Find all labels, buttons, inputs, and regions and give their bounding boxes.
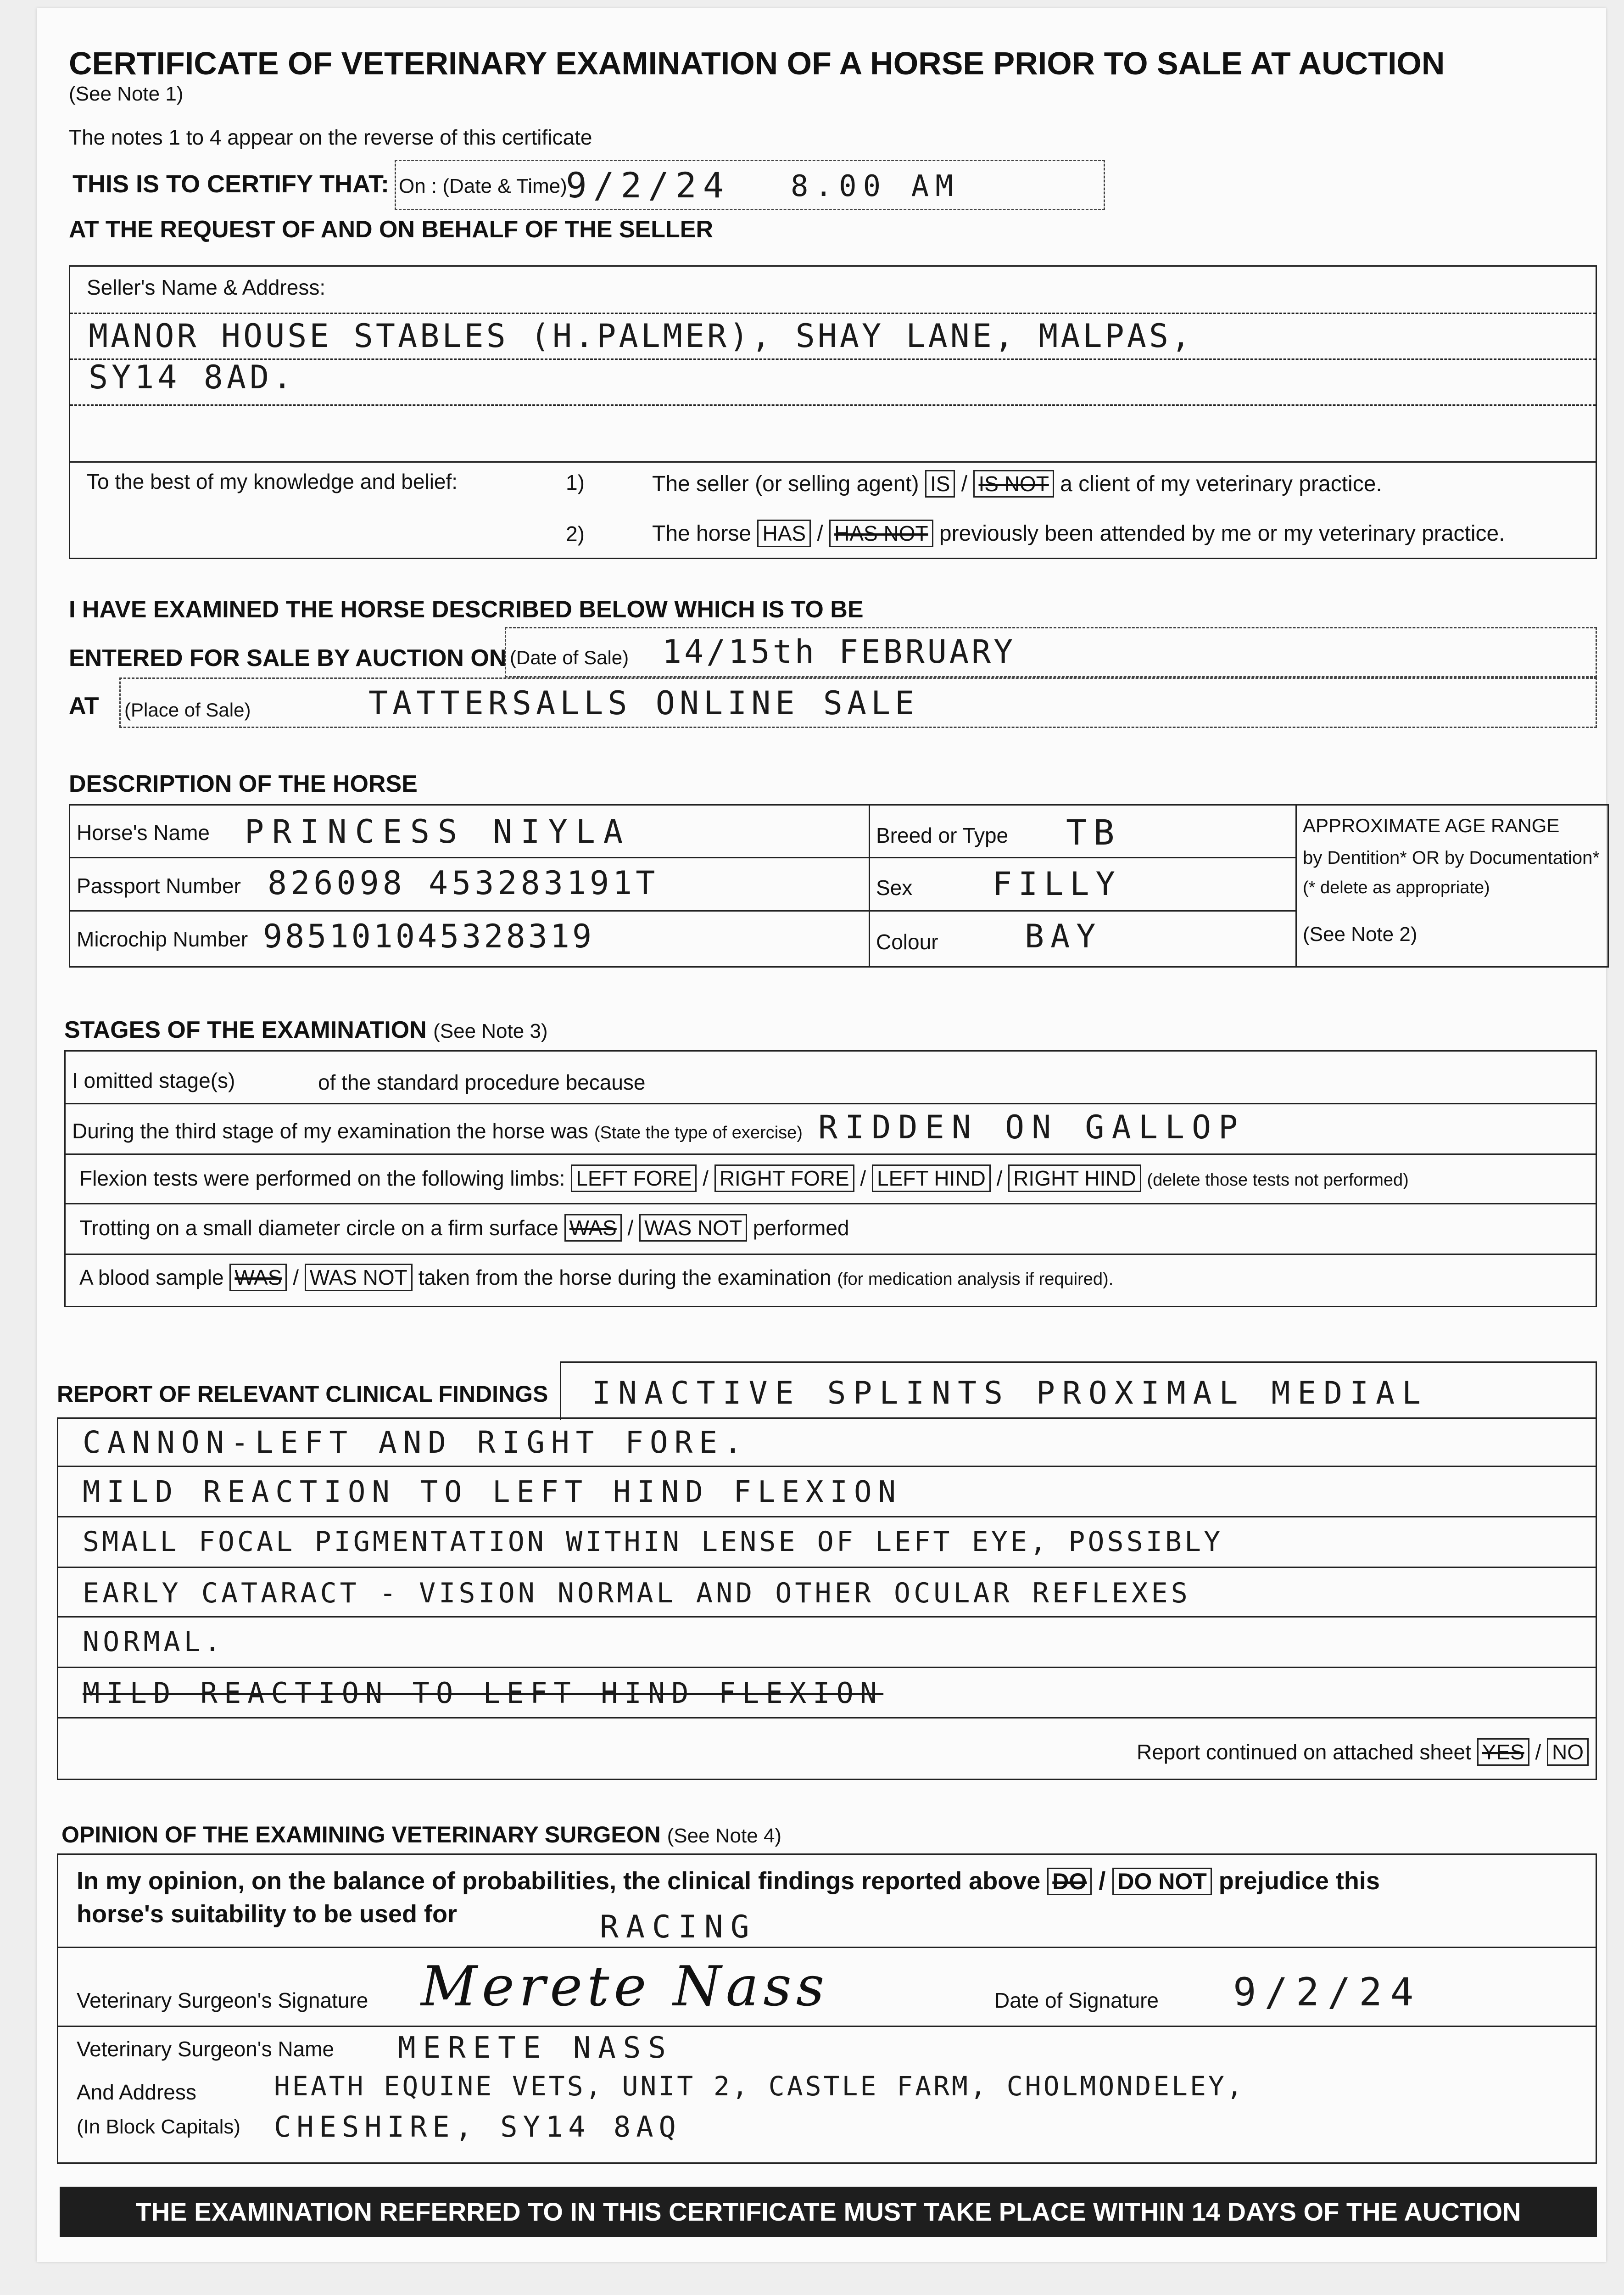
blood-was-option[interactable]: WAS <box>229 1264 287 1291</box>
right-fore-option[interactable]: RIGHT FORE <box>714 1164 854 1192</box>
trotting-label: Trotting on a small diameter circle on a firm surface <box>79 1216 558 1240</box>
divider <box>70 313 1596 314</box>
opinion-post: prejudice this <box>1218 1867 1380 1895</box>
date-of-sale-value: 14/15th FEBRUARY <box>662 633 1016 671</box>
passport-value[interactable]: 826098 453283191T <box>268 864 659 902</box>
notes-line: The notes 1 to 4 appear on the reverse of this certificate <box>69 125 592 149</box>
divider <box>70 910 1295 912</box>
divider <box>66 1153 1596 1155</box>
address-label: And Address <box>77 2080 196 2104</box>
slash: / <box>627 1216 634 1240</box>
third-stage-label: During the third stage of my examination the horse was <box>72 1119 589 1143</box>
continued-label: Report continued on attached sheet <box>1137 1740 1471 1764</box>
place-of-sale-label: (Place of Sale) <box>124 699 251 721</box>
divider <box>70 857 1295 858</box>
divider <box>66 1103 1596 1104</box>
statement-1-number: 1) <box>566 470 585 494</box>
vet-name-value[interactable]: MERETE NASS <box>398 2031 673 2065</box>
opinion-box <box>57 1853 1597 2164</box>
report-line-3[interactable]: MILD REACTION TO LEFT HIND FLEXION <box>83 1475 903 1509</box>
report-line-1[interactable]: INACTIVE SPLINTS PROXIMAL MEDIAL <box>592 1375 1429 1411</box>
report-line-2[interactable]: CANNON-LEFT AND RIGHT FORE. <box>83 1425 748 1460</box>
slash: / <box>996 1166 1003 1190</box>
horse-name-label: Horse's Name <box>77 821 210 845</box>
flexion-post: (delete those tests not performed) <box>1147 1170 1409 1190</box>
slash: / <box>293 1265 299 1289</box>
seller-address-line2[interactable]: SY14 8AD. <box>89 358 296 396</box>
statement-2-pre: The horse <box>652 521 752 546</box>
slash: / <box>703 1166 709 1190</box>
date-of-signature-value[interactable]: 9/2/24 <box>1233 1970 1422 2015</box>
has-option[interactable]: HAS <box>757 520 811 547</box>
footer-text: THE EXAMINATION REFERRED TO IN THIS CERTIFICATE MUST TAKE PLACE WITHIN 14 DAYS OF THE AUCTION <box>135 2197 1521 2226</box>
seller-label: Seller's Name & Address: <box>87 275 326 299</box>
do-not-option[interactable]: DO NOT <box>1112 1868 1211 1895</box>
omitted-post: of the standard procedure because <box>318 1070 646 1094</box>
microchip-label: Microchip Number <box>77 927 248 951</box>
sex-label: Sex <box>876 876 913 900</box>
colour-value[interactable]: BAY <box>1025 918 1102 955</box>
knowledge-label: To the best of my knowledge and belief: <box>87 470 458 493</box>
horse-name-value[interactable]: PRINCESS NIYLA <box>245 813 631 851</box>
trotting-was-not-option[interactable]: WAS NOT <box>639 1214 747 1242</box>
trotting-post: performed <box>753 1216 849 1240</box>
divider <box>58 1567 1596 1568</box>
place-of-sale-field[interactable] <box>119 677 1597 728</box>
third-stage-hint: (State the type of exercise) <box>594 1123 803 1142</box>
opinion-label: OPINION OF THE EXAMINING VETERINARY SURGEON <box>61 1822 661 1847</box>
statement-2-number: 2) <box>566 522 585 546</box>
blood-hint: (for medication analysis if required). <box>837 1270 1114 1289</box>
do-option[interactable]: DO <box>1047 1868 1092 1895</box>
opinion-heading <box>61 1821 781 1848</box>
request-label: AT THE REQUEST OF AND ON BEHALF OF THE SELLER <box>69 216 713 243</box>
statement-2-post: previously been attended by me or my veterinary practice. <box>939 521 1505 546</box>
report-line-6[interactable]: NORMAL. <box>83 1626 224 1658</box>
divider <box>70 404 1596 406</box>
date-time-field[interactable] <box>395 160 1105 210</box>
opinion-note: (See Note 4) <box>667 1825 782 1847</box>
report-label: REPORT OF RELEVANT CLINICAL FINDINGS <box>57 1381 548 1407</box>
stages-note: (See Note 3) <box>433 1020 548 1042</box>
divider <box>66 1254 1596 1255</box>
divider <box>70 358 1596 360</box>
has-not-option[interactable]: HAS NOT <box>829 520 933 547</box>
entered-label: ENTERED FOR SALE BY AUCTION ON <box>69 645 507 672</box>
statement-2-text <box>652 520 1505 547</box>
slash: / <box>817 521 823 546</box>
date-time-label: On : (Date & Time) <box>399 175 567 197</box>
knowledge-section <box>69 463 1597 559</box>
continued-no-option[interactable]: NO <box>1547 1738 1589 1766</box>
block-capitals-label: (In Block Capitals) <box>77 2116 241 2138</box>
flexion-label: Flexion tests were performed on the following limbs: <box>79 1166 565 1190</box>
divider <box>58 1616 1596 1618</box>
report-line-5[interactable]: EARLY CATARACT - VISION NORMAL AND OTHER OCULAR REFLEXES <box>83 1577 1191 1609</box>
seller-address-line1[interactable]: MANOR HOUSE STABLES (H.PALMER), SHAY LANE, MALPAS, <box>89 317 1194 355</box>
slash: / <box>860 1166 866 1190</box>
slash: / <box>961 472 968 496</box>
statement-1-pre: The seller (or selling agent) <box>652 472 919 496</box>
see-note-1: (See Note 1) <box>69 83 184 105</box>
divider <box>869 806 870 966</box>
signature-label: Veterinary Surgeon's Signature <box>77 1988 368 2012</box>
slash: / <box>1535 1740 1541 1764</box>
third-stage-text <box>72 1119 803 1143</box>
vet-address-line1[interactable]: HEATH EQUINE VETS, UNIT 2, CASTLE FARM, CHOLMONDELEY, <box>274 2071 1245 2102</box>
sex-value[interactable]: FILLY <box>993 865 1122 903</box>
divider <box>58 1667 1596 1668</box>
vet-address-line2[interactable]: CHESHIRE, SY14 8AQ <box>274 2110 681 2144</box>
passport-label: Passport Number <box>77 874 241 898</box>
blood-label: A blood sample <box>79 1265 224 1289</box>
suitability-value[interactable]: RACING <box>600 1909 757 1945</box>
blood-was-not-option[interactable]: WAS NOT <box>305 1264 413 1291</box>
certificate-title: CERTIFICATE OF VETERINARY EXAMINATION OF A HORSE PRIOR TO SALE AT AUCTION <box>69 45 1445 81</box>
left-fore-option[interactable]: LEFT FORE <box>571 1164 697 1192</box>
continued-yes-option[interactable]: YES <box>1477 1738 1529 1766</box>
breed-value[interactable]: TB <box>1066 812 1121 853</box>
statement-1-post: a client of my veterinary practice. <box>1060 472 1382 496</box>
horse-description-table <box>69 804 1609 968</box>
vet-signature[interactable]: Merete Nass <box>421 1955 829 2019</box>
at-label: AT <box>69 693 99 719</box>
divider <box>58 2026 1596 2027</box>
flexion-row <box>79 1164 1409 1192</box>
right-hind-option[interactable]: RIGHT HIND <box>1008 1164 1141 1192</box>
third-stage-value[interactable]: RIDDEN ON GALLOP <box>818 1108 1245 1146</box>
divider <box>1295 806 1297 966</box>
left-hind-option[interactable]: LEFT HIND <box>872 1164 991 1192</box>
exam-time-value: 8.00 AM <box>791 169 960 203</box>
age-range-title: APPROXIMATE AGE RANGE <box>1303 815 1560 836</box>
is-option[interactable]: IS <box>925 470 955 498</box>
seller-section <box>69 265 1597 463</box>
opinion-pre: In my opinion, on the balance of probabilities, the clinical findings reported above <box>77 1867 1041 1895</box>
is-not-option[interactable]: IS NOT <box>973 470 1054 498</box>
continued-row <box>1137 1738 1589 1766</box>
trotting-was-option[interactable]: WAS <box>564 1214 622 1242</box>
age-range-method: by Dentition* OR by Documentation* <box>1303 848 1600 868</box>
report-line-7-struck[interactable]: MILD REACTION TO LEFT HIND FLEXION <box>83 1676 884 1710</box>
microchip-value[interactable]: 985101045328319 <box>263 918 595 955</box>
age-range-hint: (* delete as appropriate) <box>1303 878 1490 897</box>
vet-name-label: Veterinary Surgeon's Name <box>77 2037 335 2061</box>
certify-label: THIS IS TO CERTIFY THAT: <box>73 170 390 198</box>
divider <box>66 1203 1596 1204</box>
opinion-line-2: horse's suitability to be used for <box>77 1900 457 1928</box>
date-of-sale-label: (Date of Sale) <box>510 647 629 668</box>
trotting-row <box>79 1214 849 1242</box>
divider <box>58 1717 1596 1718</box>
breed-label: Breed or Type <box>876 823 1009 847</box>
stages-heading <box>64 1016 548 1044</box>
exam-date-value: 9/2/24 <box>566 165 731 206</box>
opinion-line-1 <box>77 1867 1380 1895</box>
date-of-sale-field[interactable] <box>505 627 1597 677</box>
place-of-sale-value: TATTERSALLS ONLINE SALE <box>368 684 919 722</box>
examined-label: I HAVE EXAMINED THE HORSE DESCRIBED BELOW WHICH IS TO BE <box>69 596 864 623</box>
blood-row <box>79 1264 1113 1291</box>
blood-post: taken from the horse during the examination <box>418 1265 832 1289</box>
footer-banner <box>60 2187 1597 2237</box>
description-label: DESCRIPTION OF THE HORSE <box>69 771 418 797</box>
certificate-sheet <box>37 8 1606 2262</box>
divider <box>58 1516 1596 1517</box>
stages-label: STAGES OF THE EXAMINATION <box>64 1017 427 1043</box>
date-of-signature-label: Date of Signature <box>994 1988 1159 2012</box>
colour-label: Colour <box>876 930 938 954</box>
divider <box>58 1466 1596 1467</box>
statement-1-text <box>652 470 1382 498</box>
omitted-label: I omitted stage(s) <box>72 1069 235 1092</box>
report-line-4[interactable]: SMALL FOCAL PIGMENTATION WITHIN LENSE OF LEFT EYE, POSSIBLY <box>83 1526 1223 1558</box>
stages-table <box>64 1050 1597 1307</box>
age-range-note: (See Note 2) <box>1303 923 1418 946</box>
slash: / <box>1099 1867 1106 1895</box>
divider <box>58 1947 1596 1948</box>
